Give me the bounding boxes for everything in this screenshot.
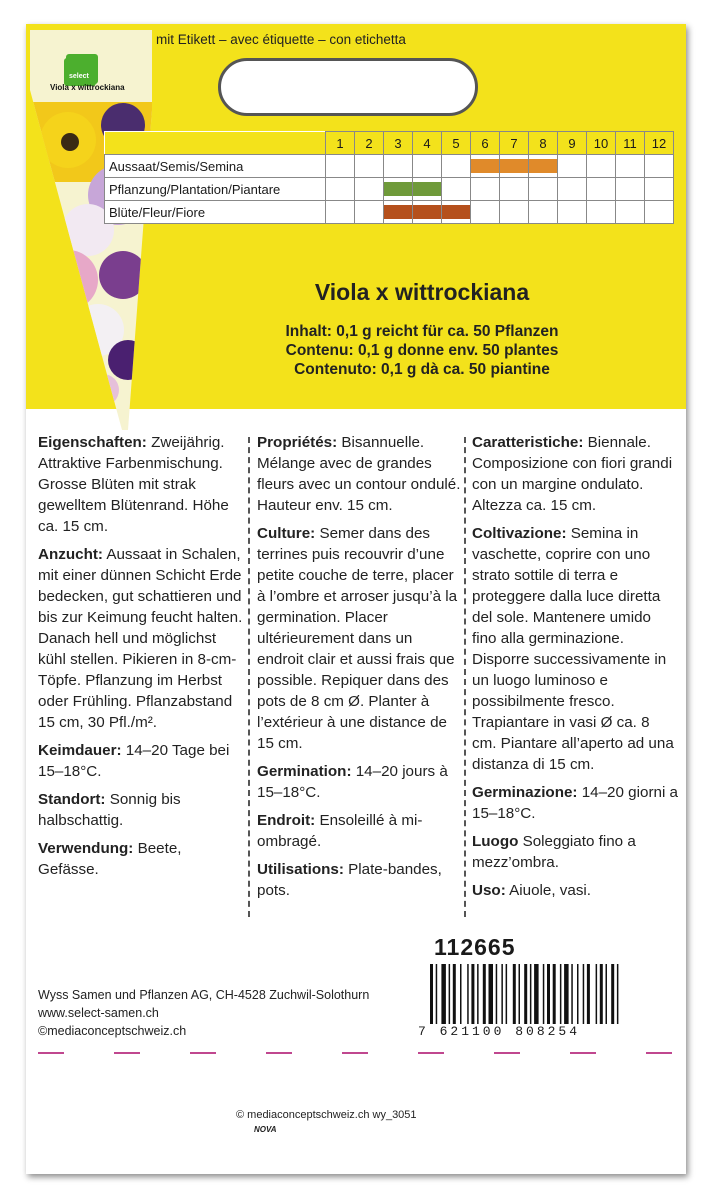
- month-header: 3: [384, 132, 413, 155]
- barcode-bar: [441, 964, 446, 1024]
- brand-logo: [66, 54, 98, 84]
- month-header: 4: [413, 132, 442, 155]
- section-paragraph: [38, 432, 244, 537]
- contents-fr: Contenu: 0,1 g donne env. 50 plantes: [285, 342, 559, 359]
- barcode-bar: [519, 964, 521, 1024]
- calendar-cell: [587, 201, 616, 224]
- calendar-cell: [355, 178, 384, 201]
- calendar-corner: [105, 132, 326, 155]
- barcode-bar: [471, 964, 474, 1024]
- calendar-cell: [413, 155, 442, 178]
- calendar-cell: [529, 155, 558, 178]
- website-line: www.select-samen.ch: [38, 1006, 159, 1020]
- section-text: Bisannuelle. Mélange avec de grandes fleurs avec un contour ondulé. Hauteur env. 15 cm.: [257, 434, 461, 514]
- barcode-bar: [577, 964, 579, 1024]
- barcode-bar: [606, 964, 608, 1024]
- barcode-bar: [467, 964, 469, 1024]
- calendar-cell: [355, 201, 384, 224]
- calendar-bar: [471, 159, 499, 173]
- calendar-cell: [645, 201, 674, 224]
- contents-it: Contenuto: 0,1 g dà ca. 50 piantine: [294, 361, 550, 378]
- column-french: [257, 432, 461, 908]
- calendar-cell: [645, 178, 674, 201]
- section-text: Semer dans des terrines puis recouvrir d’une petite couche de terre, placer à l’ombre et arroser jusqu’à la germination. Placer ultérieurement dans un endroit clair et aussi frais que possible. Repiquer dans des pots de 8 cm Ø. Planter à l’extérieur à une distance de 15 cm.: [257, 525, 458, 752]
- month-header: 12: [645, 132, 674, 155]
- barcode-bar: [530, 964, 532, 1024]
- section-heading: Eigenschaften:: [38, 434, 147, 451]
- month-header: 5: [442, 132, 471, 155]
- section-text: Plate-bandes, pots.: [257, 861, 442, 899]
- cut-dash: [646, 1052, 672, 1054]
- address-line: Wyss Samen und Pflanzen AG, CH-4528 Zuchwil-Solothurn: [38, 988, 370, 1002]
- section-text: Aiuole, vasi.: [505, 882, 592, 899]
- calendar-cell: [326, 201, 355, 224]
- section-heading: Endroit:: [257, 812, 316, 829]
- barcode-bar: [560, 964, 562, 1024]
- sowing-calendar: [104, 131, 674, 224]
- cut-dash: [494, 1052, 520, 1054]
- cut-dash: [38, 1052, 64, 1054]
- section-paragraph: [472, 880, 678, 901]
- barcode-bar: [430, 964, 433, 1024]
- barcode-bar: [453, 964, 456, 1024]
- barcode-bar: [513, 964, 516, 1024]
- barcode-bar: [506, 964, 508, 1024]
- calendar-bar: [384, 182, 412, 196]
- cut-dash: [114, 1052, 140, 1054]
- section-text: 14–20 giorni a 15–18°C.: [472, 784, 678, 822]
- tag-plant-name: Viola x wittrockiana: [50, 83, 125, 92]
- section-paragraph: [472, 523, 678, 775]
- barcode-bar: [460, 964, 462, 1024]
- month-header: 6: [471, 132, 500, 155]
- barcode-bar: [449, 964, 451, 1024]
- calendar-cell: [645, 155, 674, 178]
- calendar-bar: [413, 182, 441, 196]
- article-number: 112665: [434, 934, 516, 960]
- calendar-cell: [384, 155, 413, 178]
- section-heading: Utilisations:: [257, 861, 344, 878]
- cut-dash: [266, 1052, 292, 1054]
- section-paragraph: [38, 789, 244, 831]
- section-paragraph: [472, 432, 678, 516]
- section-text: Soleggiato fino a mezz’ombra.: [472, 833, 636, 871]
- calendar-cell: [413, 201, 442, 224]
- barcode-bar: [496, 964, 498, 1024]
- barcode-bar: [611, 964, 614, 1024]
- barcode-bar: [600, 964, 603, 1024]
- barcode-bar: [477, 964, 479, 1024]
- section-paragraph: [472, 831, 678, 873]
- barcode-bar: [501, 964, 503, 1024]
- calendar-bar: [500, 159, 528, 173]
- barcode-bar: [596, 964, 598, 1024]
- calendar-cell: [587, 155, 616, 178]
- section-heading: Propriétés:: [257, 434, 338, 451]
- calendar-bar: [413, 205, 441, 219]
- barcode-bar: [483, 964, 486, 1024]
- section-paragraph: [38, 740, 244, 782]
- calendar-cell: [616, 178, 645, 201]
- barcode-bar: [489, 964, 494, 1024]
- plant-title: Viola x wittrockiana: [314, 279, 530, 305]
- section-heading: Germination:: [257, 763, 352, 780]
- calendar-cell: [471, 155, 500, 178]
- calendar-cell: [471, 178, 500, 201]
- barcode-bar: [564, 964, 569, 1024]
- section-paragraph: [257, 810, 461, 852]
- printer-mark: NOVA: [254, 1125, 277, 1134]
- column-divider: [248, 437, 250, 917]
- month-header: 8: [529, 132, 558, 155]
- section-heading: Standort:: [38, 791, 106, 808]
- barcode-bar: [534, 964, 539, 1024]
- section-heading: Coltivazione:: [472, 525, 567, 542]
- calendar-cell: [558, 178, 587, 201]
- calendar-cell: [326, 155, 355, 178]
- calendar-cell: [616, 155, 645, 178]
- contents-info: [216, 322, 628, 379]
- section-text: Beete, Gefässe.: [38, 840, 182, 878]
- month-header: 2: [355, 132, 384, 155]
- calendar-row-label: Pflanzung/Plantation/Piantare: [105, 178, 326, 201]
- label-line: mit Etikett – avec étiquette – con etichetta: [156, 32, 406, 47]
- calendar-cell: [500, 178, 529, 201]
- barcode-bar: [553, 964, 556, 1024]
- section-heading: Culture:: [257, 525, 316, 542]
- section-text: Zweijährig. Attraktive Farbenmischung. Grosse Blüten mit strak gewelltem Blütenrand. Höhe ca. 15 cm.: [38, 434, 229, 535]
- calendar-row-label: Aussaat/Semis/Semina: [105, 155, 326, 178]
- section-paragraph: [38, 838, 244, 880]
- section-heading: Verwendung:: [38, 840, 134, 857]
- footer-line: © mediaconceptschweiz.ch wy_3051: [236, 1109, 417, 1121]
- seed-packet-back: [26, 24, 686, 1174]
- section-heading: Germinazione:: [472, 784, 578, 801]
- section-heading: Luogo: [472, 833, 519, 850]
- section-text: Sonnig bis halbschattig.: [38, 791, 181, 829]
- contents-de: Inhalt: 0,1 g reicht für ca. 50 Pflanzen: [285, 323, 559, 340]
- section-paragraph: [257, 523, 461, 754]
- cut-dash: [418, 1052, 444, 1054]
- calendar-cell: [355, 155, 384, 178]
- barcode-bar: [617, 964, 619, 1024]
- column-italian: [472, 432, 678, 908]
- cut-dash: [570, 1052, 596, 1054]
- calendar-cell: [413, 178, 442, 201]
- calendar-cell: [471, 201, 500, 224]
- barcode-bar: [436, 964, 438, 1024]
- month-header: 11: [616, 132, 645, 155]
- calendar-bar: [442, 205, 470, 219]
- month-header: 7: [500, 132, 529, 155]
- calendar-cell: [500, 155, 529, 178]
- barcode-bar: [587, 964, 590, 1024]
- month-header: 9: [558, 132, 587, 155]
- calendar-bar: [384, 205, 412, 219]
- section-heading: Caratteristiche:: [472, 434, 584, 451]
- calendar-cell: [500, 201, 529, 224]
- copyright-line: ©mediaconceptschweiz.ch: [38, 1024, 187, 1038]
- barcode-bar: [571, 964, 573, 1024]
- calendar-cell: [616, 201, 645, 224]
- cut-dash: [342, 1052, 368, 1054]
- calendar-cell: [529, 201, 558, 224]
- section-heading: Keimdauer:: [38, 742, 122, 759]
- company-address: [38, 986, 369, 1040]
- month-header: 1: [326, 132, 355, 155]
- section-text: 14–20 jours à 15–18°C.: [257, 763, 448, 801]
- month-header: 10: [587, 132, 616, 155]
- section-paragraph: [257, 859, 461, 901]
- calendar-cell: [587, 178, 616, 201]
- barcode-bar: [583, 964, 585, 1024]
- logo-text: select: [69, 73, 89, 80]
- calendar-cell: [442, 201, 471, 224]
- section-paragraph: [38, 544, 244, 733]
- section-text: Biennale. Composizione con fiori grandi con un margine ondulato. Altezza ca. 15 cm.: [472, 434, 673, 514]
- calendar-cell: [442, 155, 471, 178]
- column-divider: [464, 437, 466, 917]
- calendar-cell: [326, 178, 355, 201]
- hanging-hole: [218, 58, 478, 116]
- section-heading: Uso:: [472, 882, 506, 899]
- section-text: Semina in vaschette, coprire con uno strato sottile di terra e proteggere dalla luce diretta del sole. Mantenere umido fino alla germinazione. Disporre successivamente in un luogo luminoso e possibilmente fresco. Trapiantare in vasi Ø ca. 8 cm. Piantare all’aperto ad una distanza di 15 cm.: [472, 525, 674, 773]
- section-paragraph: [257, 761, 461, 803]
- barcode-digits: 7 621100 808254: [418, 1024, 664, 1039]
- section-text: Aussaat in Schalen, mit einer dünnen Schicht Erde bedecken, gut schattieren und bis zur Keimung feucht halten. Danach hell und möglichst kühl stellen. Pikieren in 8-cm-Töpfe. Pflanzung im Herbst oder Frühling. Pflanzabstand 15 cm, 30 Pfl./m².: [38, 546, 243, 731]
- barcode-bar: [524, 964, 527, 1024]
- barcode-bar: [543, 964, 545, 1024]
- section-paragraph: [257, 432, 461, 516]
- calendar-cell: [529, 178, 558, 201]
- calendar-cell: [384, 201, 413, 224]
- column-german: [38, 432, 244, 887]
- calendar-cell: [558, 155, 587, 178]
- calendar-cell: [384, 178, 413, 201]
- calendar-bar: [529, 159, 557, 173]
- section-text: 14–20 Tage bei 15–18°C.: [38, 742, 230, 780]
- section-paragraph: [472, 782, 678, 824]
- section-heading: Anzucht:: [38, 546, 103, 563]
- section-text: Ensoleillé à mi-ombragé.: [257, 812, 423, 850]
- calendar-row-label: Blüte/Fleur/Fiore: [105, 201, 326, 224]
- cut-dash: [190, 1052, 216, 1054]
- barcode-bar: [547, 964, 550, 1024]
- calendar-cell: [558, 201, 587, 224]
- calendar-cell: [442, 178, 471, 201]
- cut-line: [26, 1052, 686, 1055]
